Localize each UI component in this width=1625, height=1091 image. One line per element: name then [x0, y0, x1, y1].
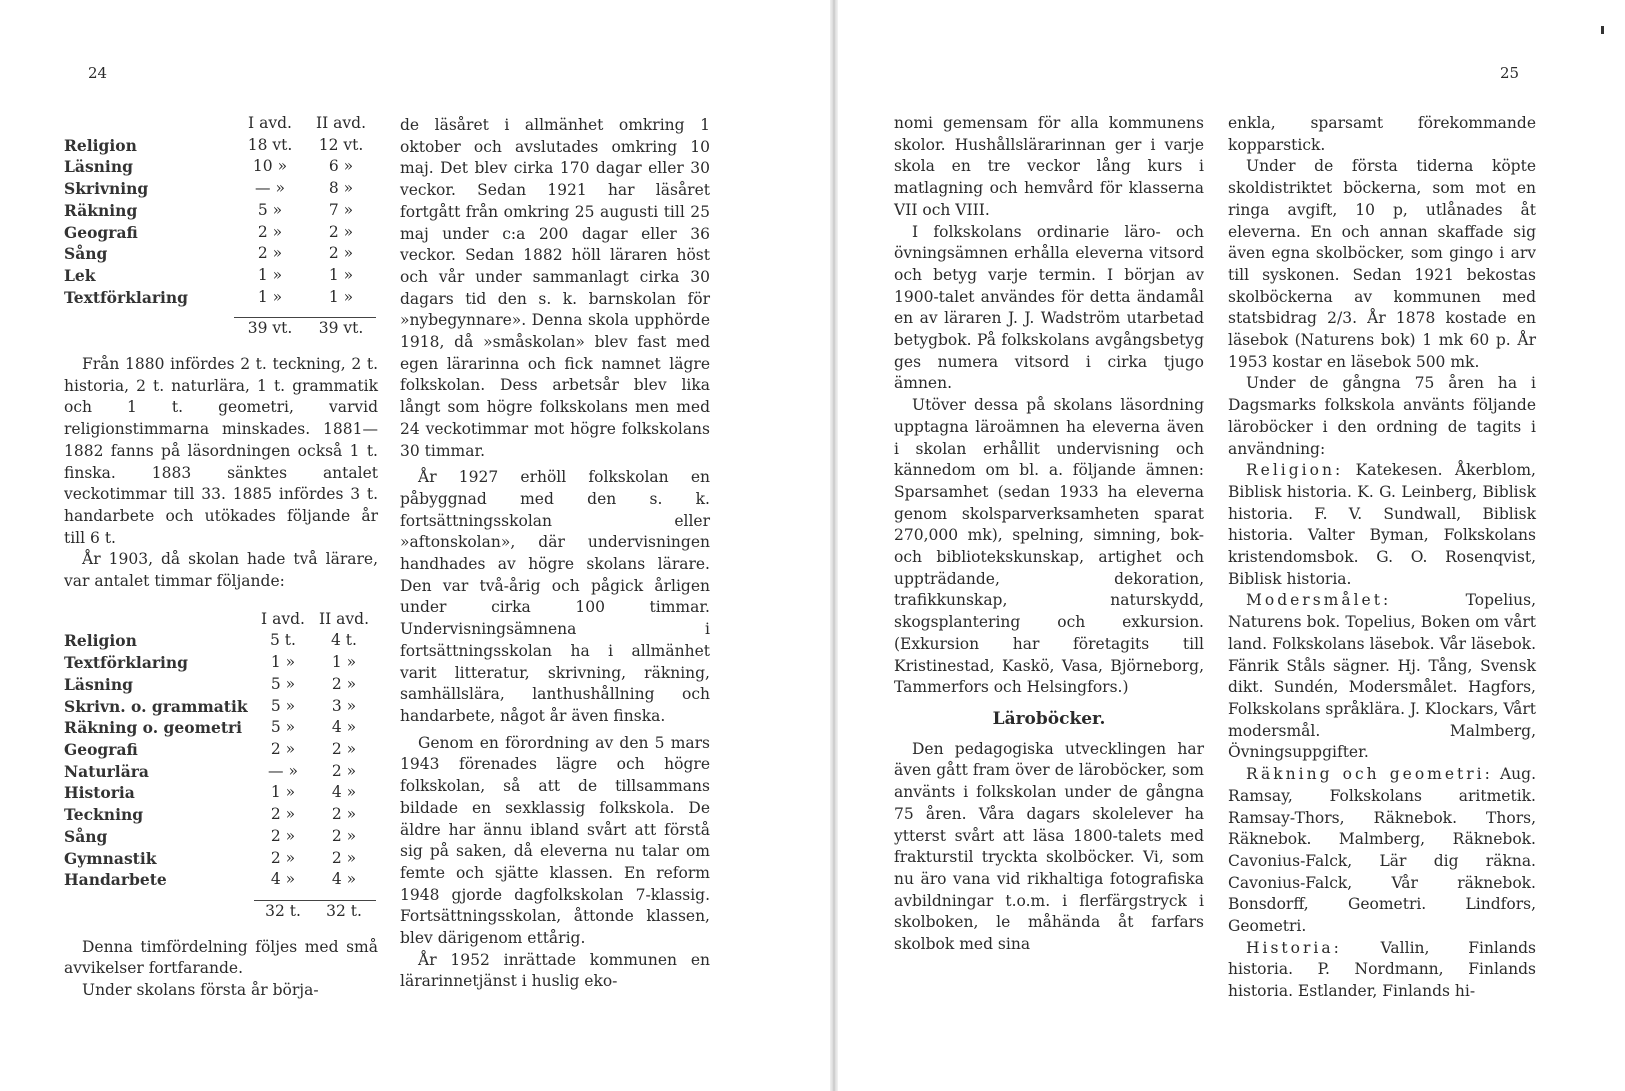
subject-cell: Läsning — [64, 157, 133, 177]
paragraph: I folkskolans ordinarie läro- och övningsämnen erhålla eleverna vitsord och betyg varje termin. I början av 1900-talet användes för detta ändamål en av läraren J. J. Wadström utarbetad betygbok. På folkskolans avgångsbetyg ges numera vitsord i cirka tjugo ämnen. — [894, 222, 1204, 393]
table-row — [64, 265, 376, 287]
subject-label: Räkning och geometri: — [1246, 765, 1493, 784]
hours-cell: 1 » — [257, 287, 283, 306]
right-column-1 — [894, 113, 1204, 956]
table-row — [64, 652, 376, 674]
table-row — [64, 200, 376, 222]
hours-cell: 2 » — [331, 805, 357, 824]
table-row — [64, 826, 376, 848]
subject-cell: Historia — [64, 783, 135, 803]
table-row — [64, 135, 376, 157]
page-number: 25 — [1500, 64, 1520, 82]
hours-cell: 2 » — [328, 244, 354, 263]
hours-cell: 4 » — [270, 870, 296, 889]
subject-cell: Naturlära — [64, 761, 149, 781]
hours-cell: 5 » — [270, 696, 296, 715]
column-header: I avd. — [248, 114, 292, 132]
subject-cell: Religion — [64, 631, 137, 651]
subject-cell: Sång — [64, 826, 108, 846]
textbook-list-historia — [1228, 938, 1536, 1003]
hours-cell: 4 » — [331, 870, 357, 889]
hours-cell: 5 » — [257, 200, 283, 219]
paragraph: Under de första tiderna köpte skoldistriktet böckerna, som mot en ringa avgift, 10 p, utlånades åt eleverna. En och annan skaffade sig även egna skolböcker, som gingo i arv till syskonen. Sedan 1921 bekostas skolböckerna av kommunen med statsbidrag 2/3. År 1878 kostade en läsebok (Naturens bok) 1 mk 60 p. År 1953 kostar en läsebok 500 mk. — [1228, 157, 1536, 371]
table-row — [64, 156, 376, 178]
paragraph: Utöver dessa på skolans läsordning upptagna läroämnen ha eleverna även i skolan erhållit undervisning och kännedom om bl. a. följande ämnen: Sparsamhet (sedan 1933 ha eleverna genom skolsparverksamheten sparat 270,000 mk), spelning, simning, bok- och bibliotekskunskap, artighet och uppträdande, dekoration, trafikkunskap, naturskydd, skogsplantering och exkursion. (Exkursion har företagits till Kristinestad, Kaskö, Vasa, Björneborg, Tammerfors och Helsingfors.) — [894, 396, 1204, 697]
subject-label: Religion: — [1246, 461, 1344, 480]
hours-cell: 2 » — [257, 244, 283, 263]
hours-cell: 8 » — [328, 179, 354, 198]
paragraph: Under skolans första år börja- — [82, 981, 319, 1000]
table-row — [64, 782, 376, 804]
paragraph: nomi gemensam för alla kommunens skolor. Hushållslärarinnan ger i varje skola en tre veckor lång kurs i matlagning och hemvård för klasserna VII och VIII. — [894, 114, 1204, 219]
subject-cell: Sång — [64, 244, 108, 264]
column-header: II avd. — [315, 114, 367, 132]
hours-cell: 5 » — [270, 674, 296, 693]
schedule-table-1903 — [64, 609, 376, 923]
hours-cell: 4 t. — [331, 631, 357, 650]
total-cell: 39 vt. — [318, 319, 364, 338]
hours-cell: 2 » — [270, 848, 296, 867]
hours-cell: 2 » — [257, 222, 283, 241]
paragraph: enkla, sparsamt förekommande kopparstick. — [1228, 114, 1536, 154]
hours-cell: 2 » — [328, 222, 354, 241]
textbook-list: Katekesen. Åkerblom, Biblisk historia. K. G. Leinberg, Biblisk historia. F. V. Sundwall, Biblisk historia. Valter Byman, Folkskolans kristendomsbok. G. O. Rosenqvist, Biblisk historia. — [1228, 461, 1536, 588]
schedule-table-1880 — [64, 113, 376, 340]
hours-cell: — » — [255, 179, 285, 198]
hours-cell: 4 » — [331, 718, 357, 737]
hours-cell: 3 » — [331, 696, 357, 715]
hours-cell: 1 » — [270, 653, 296, 672]
table-row — [64, 869, 376, 891]
table-row — [64, 804, 376, 826]
table-row — [64, 848, 376, 870]
table-row — [64, 243, 376, 265]
paragraph: de läsåret i allmänhet omkring 1 oktober och avslutades omkring 10 maj. Det blev cirka 170 dagar eller 30 veckor. Sedan 1921 har läsåret fortgått från omkring 25 augusti till 25 maj under c:a 200 dagar eller 36 veckor. Sedan 1882 höll läraren höst och vår under sammanlagt cirka 30 dagars tid den s. k. barnskolan för »nybegynnare». Denna skola upphörde 1918, då »småskolan» blev fast med egen lärarinna och fick namnet lägre folkskolan. Dess arbetsår blev lika långt som högre folkskolans men med 24 veckotimmar mot högre folkskolans 30 timmar. — [400, 116, 710, 460]
textbook-list-religion — [1228, 460, 1536, 590]
hours-cell: 1 » — [328, 265, 354, 284]
hours-cell: 2 » — [331, 761, 357, 780]
section-heading: Läroböcker. — [992, 708, 1106, 729]
left-column-2 — [400, 115, 710, 993]
textbook-list-rakning — [1228, 764, 1536, 938]
book-gutter — [830, 0, 838, 1091]
table-row — [64, 761, 376, 783]
hours-cell: 2 » — [270, 739, 296, 758]
table-row — [64, 739, 376, 761]
subject-cell: Teckning — [64, 805, 144, 825]
left-column-1 — [64, 113, 378, 1002]
hours-cell: 5 » — [270, 718, 296, 737]
paragraph: Denna timfördelning följes med små avvikelser fortfarande. — [64, 937, 378, 978]
subject-cell: Geografi — [64, 739, 138, 759]
hours-cell: 2 » — [270, 805, 296, 824]
subject-cell: Religion — [64, 135, 137, 155]
subject-cell: Skrivn. o. grammatik — [64, 696, 248, 716]
table-row — [64, 178, 376, 200]
textbook-list: Topelius, Naturens bok. Topelius, Boken om vårt land. Folkskolans läsebok. Vår läsebok. Fänrik Ståls sägner. Hj. Tång, Svensk dikt. Sundén, Modersmålet. Hagfors, Folkskolans språklära. J. Klockars, Vårt modersmål. Malmberg, Övningsuppgifter. — [1228, 591, 1536, 762]
paragraph: Under de gångna 75 åren ha i Dagsmarks folkskola använts följande läroböcker i den ordning de tagits i användning: — [1228, 374, 1536, 458]
subject-cell: Lek — [64, 265, 96, 285]
hours-cell: 18 vt. — [247, 135, 293, 154]
total-cell: 32 t. — [265, 901, 301, 920]
hours-cell: 4 » — [331, 783, 357, 802]
hours-cell: 2 » — [331, 848, 357, 867]
hours-cell: 1 » — [270, 783, 296, 802]
subject-cell: Gymnastik — [64, 848, 157, 868]
hours-cell: 2 » — [331, 739, 357, 758]
right-column-2 — [1228, 113, 1536, 1003]
hours-cell: 5 t. — [270, 631, 296, 650]
total-cell: 32 t. — [326, 901, 362, 920]
paragraph: Genom en förordning av den 5 mars 1943 förenades lägre och högre folkskolan, så att de tillsammans bildade en sexklassig folkskola. De äldre har ännu ibland svårt att förstå sig på saken, då eleverna nu talar om femte och sjätte klassen. En reform 1948 gjorde dagfolkskolan 7-klassig. Fortsättningsskolan, åttonde klassen, blev därigenom ettårig. — [400, 733, 710, 948]
hours-cell: 1 » — [331, 653, 357, 672]
right-page — [838, 0, 1625, 1091]
page-number: 24 — [88, 64, 108, 82]
paragraph: Den pedagogiska utvecklingen har även gått fram över de läroböcker, som använts i folkskolan under de gångna 75 åren. Våra dagars skolelever ha ytterst svårt att läsa 1800-talets med frakturstil tryckta skolböcker. Vi, som nu äro vana vid rikhaltiga fotografiska avbildningar t.o.m. i flerfärgstryck i skolboken, le måhända åt farfars skolbok med sina — [894, 739, 1204, 954]
hours-cell: 2 » — [270, 826, 296, 845]
hours-cell: — » — [268, 761, 298, 780]
hours-cell: 2 » — [331, 674, 357, 693]
textbook-list-modersmal — [1228, 590, 1536, 764]
textbook-list: Vallin, Finlands historia. P. Nordmann, Finlands historia. Estlander, Finlands hi- — [1228, 938, 1536, 1001]
subject-cell: Handarbete — [64, 870, 167, 890]
hours-cell: 2 » — [331, 826, 357, 845]
subject-label: Historia: — [1246, 938, 1342, 957]
table-row — [64, 717, 376, 739]
total-cell: 39 vt. — [247, 319, 293, 338]
column-header: I avd. — [261, 609, 305, 628]
hours-cell: 6 » — [328, 157, 354, 176]
subject-cell: Räkning o. geometri — [64, 718, 243, 738]
paragraph: År 1952 inrättade kommunen en lärarinnetjänst i huslig eko- — [400, 950, 710, 991]
hours-cell: 12 vt. — [318, 135, 364, 154]
table-row — [64, 696, 376, 718]
textbook-list: Aug. Ramsay, Folkskolans aritmetik. Ramsay-Thors, Räknebok. Thors, Räknebok. Malmberg, Räknebok. Cavonius-Falck, Lär dig räkna. Cavonius-Falck, Vår räknebok. Bonsdorff, Geometri. Lindfors, Geometri. — [1228, 765, 1536, 936]
subject-label: Modersmålet: — [1246, 591, 1392, 610]
table-row — [64, 674, 376, 696]
paragraph: Från 1880 infördes 2 t. teckning, 2 t. historia, 2 t. naturlära, 1 t. grammatik och 1 t. geometri, varvid religionstimmarna minskades. 1881—1882 fanns på läsordningen också 1 t. finska. 1883 sänktes antalet veckotimmar till 33. 1885 infördes 3 t. handarbete och utökades följande år till 6 t. — [64, 355, 378, 547]
hours-cell: 1 » — [328, 287, 354, 306]
subject-cell: Textförklaring — [64, 287, 189, 307]
paragraph: År 1927 erhöll folkskolan en påbyggnad med den s. k. fortsättningsskolan eller »aftonskolan», där undervisningen handhades av högre skolans lärare. Den var två-årig och pågick årligen under cirka 100 timmar. Undervisningsämnena i fortsättningsskolan ha i allmänhet varit litteratur, skrivning, räkning, samhällslära, lanthushållning och handarbete, något år även finska. — [400, 468, 710, 725]
hours-cell: 7 » — [328, 200, 354, 219]
subject-cell: Geografi — [64, 222, 138, 242]
table-row — [64, 630, 376, 652]
subject-cell: Skrivning — [64, 179, 149, 199]
subject-cell: Textförklaring — [64, 653, 189, 673]
corner-mark — [1601, 26, 1604, 34]
hours-cell: 1 » — [257, 265, 283, 284]
hours-cell: 10 » — [252, 157, 288, 176]
subject-cell: Räkning — [64, 200, 138, 220]
paragraph: År 1903, då skolan hade två lärare, var antalet timmar följande: — [64, 550, 378, 591]
column-header: II avd. — [318, 609, 370, 628]
table-row — [64, 222, 376, 244]
table-row — [64, 287, 376, 309]
subject-cell: Läsning — [64, 674, 133, 694]
